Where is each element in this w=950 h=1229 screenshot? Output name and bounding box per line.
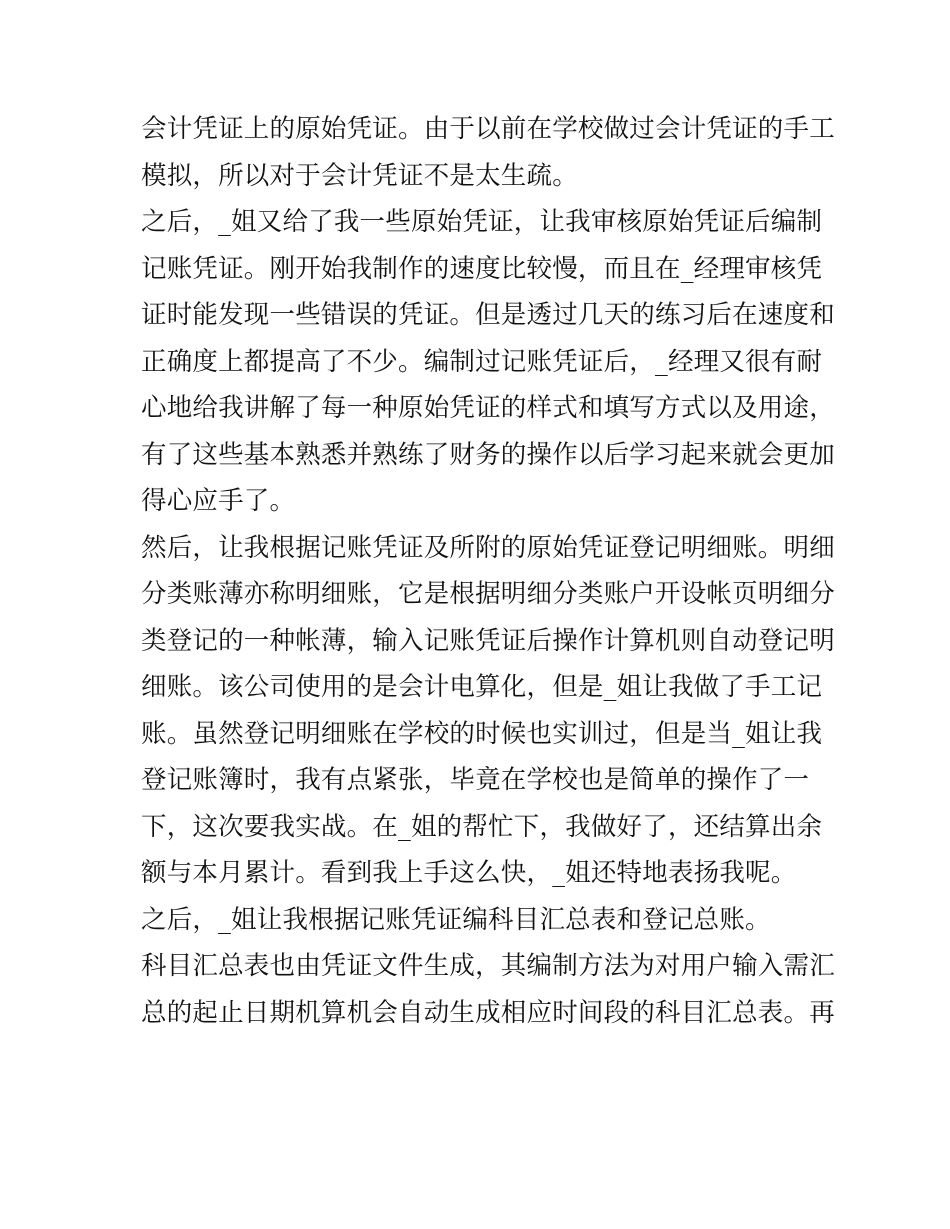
- text-line-12: 类登记的一种帐薄，输入记账凭证后操作计算机则自动登记明: [141, 625, 835, 656]
- text-line-1: 会计凭证上的原始凭证。由于以前在学校做过会计凭证的手工: [141, 114, 835, 144]
- text-line-7: 心地给我讲解了每一种原始凭证的样式和填写方式以及用途，: [141, 393, 835, 423]
- text-line-16: 下，这次要我实战。在_姐的帮忙下，我做好了，还结算出余: [141, 811, 823, 842]
- text-line-4: 记账凭证。刚开始我制作的速度比较慢，而且在_经理审核凭: [141, 253, 823, 284]
- body-text: [141, 106, 835, 1036]
- text-line-15: 登记账簿时，我有点紧张，毕竟在学校也是简单的操作了一: [141, 765, 810, 795]
- text-line-5: 证时能发现一些错误的凭证。但是透过几天的练习后在速度和: [141, 300, 835, 330]
- text-line-18: 之后，_姐让我根据记账凭证编科目汇总表和登记总账。: [141, 904, 771, 935]
- text-line-13: 细账。该公司使用的是会计电算化，但是_姐让我做了手工记: [141, 672, 823, 702]
- text-line-10: 然后，让我根据记账凭证及所附的原始凭证登记明细账。明细: [141, 532, 835, 563]
- text-line-14: 账。虽然登记明细账在学校的时候也实训过，但是当_姐让我: [141, 718, 823, 749]
- text-line-11: 分类账薄亦称明细账，它是根据明细分类账户开设帐页明细分: [141, 579, 835, 609]
- text-line-20: 总的起止日期机算机会自动生成相应时间段的科目汇总表。再: [141, 997, 835, 1028]
- text-line-8: 有了这些基本熟悉并熟练了财务的操作以后学习起来就会更加: [141, 439, 835, 470]
- text-line-17: 额与本月累计。看到我上手这么快，_姐还特地表扬我呢。: [141, 858, 797, 888]
- text-line-19: 科目汇总表也由凭证文件生成，其编制方法为对用户输入需汇: [141, 951, 835, 981]
- text-line-9: 得心应手了。: [141, 486, 296, 516]
- text-line-6: 正确度上都提高了不少。编制过记账凭证后，_经理又很有耐: [141, 346, 823, 377]
- text-line-2: 模拟，所以对于会计凭证不是太生疏。: [141, 160, 578, 191]
- text-line-3: 之后，_姐又给了我一些原始凭证，让我审核原始凭证后编制: [141, 207, 823, 237]
